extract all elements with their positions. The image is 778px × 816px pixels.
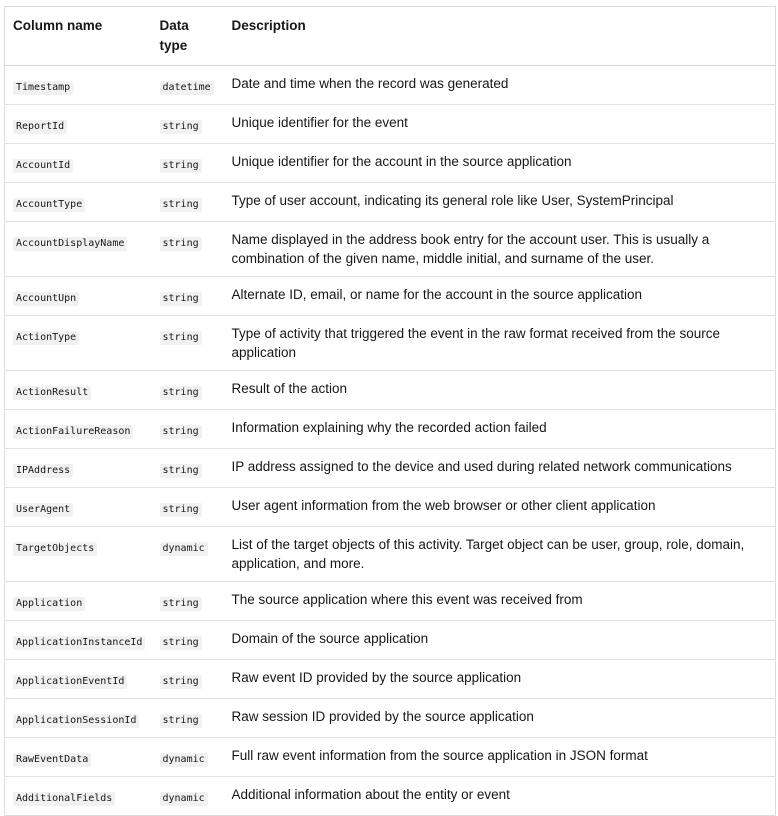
cell-description: Result of the action [224, 371, 776, 410]
cell-data-type [152, 183, 224, 222]
cell-column-name [5, 183, 152, 222]
cell-data-type [152, 105, 224, 144]
cell-column-name [5, 410, 152, 449]
data-type-code: string [160, 597, 202, 611]
cell-column-name [5, 371, 152, 410]
cell-column-name [5, 277, 152, 316]
column-name-code: ApplicationSessionId [13, 714, 139, 728]
data-type-code: string [160, 198, 202, 212]
column-name-code: ActionResult [13, 386, 91, 400]
data-type-code: string [160, 292, 202, 306]
table-row [5, 449, 776, 488]
cell-description: Date and time when the record was generated [224, 66, 776, 105]
cell-column-name [5, 222, 152, 277]
column-name-code: TargetObjects [13, 542, 97, 556]
header-data-type: Data type [152, 7, 224, 66]
cell-description: The source application where this event was received from [224, 582, 776, 621]
column-name-code: Timestamp [13, 81, 73, 95]
column-name-code: IPAddress [13, 464, 73, 478]
table-row [5, 144, 776, 183]
data-type-code: datetime [160, 81, 214, 95]
cell-data-type [152, 222, 224, 277]
data-type-code: string [160, 386, 202, 400]
data-type-code: string [160, 159, 202, 173]
cell-data-type [152, 410, 224, 449]
cell-data-type [152, 449, 224, 488]
cell-description: Name displayed in the address book entry for the account user. This is usually a combination of the given name, middle initial, and surname of the user. [224, 222, 776, 277]
cell-data-type [152, 660, 224, 699]
column-name-code: RawEventData [13, 753, 91, 767]
column-name-code: ApplicationInstanceId [13, 636, 145, 650]
table-row [5, 738, 776, 777]
cell-data-type [152, 371, 224, 410]
cell-description: List of the target objects of this activity. Target object can be user, group, role, domain, application, and more. [224, 527, 776, 582]
cell-column-name [5, 527, 152, 582]
cell-description: Type of user account, indicating its general role like User, SystemPrincipal [224, 183, 776, 222]
cell-column-name [5, 660, 152, 699]
data-type-code: string [160, 425, 202, 439]
table-row [5, 222, 776, 277]
schema-table-container [4, 6, 775, 816]
cell-description: Information explaining why the recorded action failed [224, 410, 776, 449]
cell-description: Domain of the source application [224, 621, 776, 660]
cell-column-name [5, 105, 152, 144]
cell-description: Unique identifier for the account in the source application [224, 144, 776, 183]
data-type-code: string [160, 503, 202, 517]
data-type-code: dynamic [160, 542, 208, 556]
cell-column-name [5, 316, 152, 371]
cell-data-type [152, 144, 224, 183]
cell-description: Raw event ID provided by the source application [224, 660, 776, 699]
cell-data-type [152, 66, 224, 105]
data-type-code: string [160, 636, 202, 650]
cell-data-type [152, 777, 224, 816]
cell-column-name [5, 621, 152, 660]
data-type-code: string [160, 237, 202, 251]
table-row [5, 105, 776, 144]
table-row [5, 371, 776, 410]
schema-table [4, 6, 776, 816]
data-type-code: string [160, 714, 202, 728]
column-name-code: AccountDisplayName [13, 237, 127, 251]
table-row [5, 527, 776, 582]
table-row [5, 777, 776, 816]
table-row [5, 488, 776, 527]
table-row [5, 582, 776, 621]
cell-data-type [152, 621, 224, 660]
cell-column-name [5, 449, 152, 488]
cell-description: Additional information about the entity or event [224, 777, 776, 816]
table-header-row [5, 7, 776, 66]
column-name-code: AccountType [13, 198, 85, 212]
table-row [5, 277, 776, 316]
cell-data-type [152, 738, 224, 777]
cell-description: Type of activity that triggered the event in the raw format received from the source application [224, 316, 776, 371]
table-row [5, 660, 776, 699]
data-type-code: string [160, 464, 202, 478]
table-row [5, 621, 776, 660]
cell-column-name [5, 144, 152, 183]
cell-description: IP address assigned to the device and used during related network communications [224, 449, 776, 488]
cell-data-type [152, 699, 224, 738]
table-row [5, 183, 776, 222]
cell-column-name [5, 488, 152, 527]
cell-data-type [152, 316, 224, 371]
table-row [5, 66, 776, 105]
header-description: Description [224, 7, 776, 66]
column-name-code: AccountId [13, 159, 73, 173]
column-name-code: AccountUpn [13, 292, 79, 306]
cell-column-name [5, 738, 152, 777]
table-row [5, 410, 776, 449]
table-row [5, 699, 776, 738]
data-type-code: string [160, 331, 202, 345]
column-name-code: ApplicationEventId [13, 675, 127, 689]
column-name-code: ActionFailureReason [13, 425, 133, 439]
data-type-code: dynamic [160, 792, 208, 806]
data-type-code: string [160, 675, 202, 689]
cell-data-type [152, 582, 224, 621]
cell-description: User agent information from the web browser or other client application [224, 488, 776, 527]
cell-column-name [5, 699, 152, 738]
table-row [5, 316, 776, 371]
column-name-code: AdditionalFields [13, 792, 115, 806]
header-column-name: Column name [5, 7, 152, 66]
data-type-code: string [160, 120, 202, 134]
cell-column-name [5, 582, 152, 621]
cell-description: Raw session ID provided by the source application [224, 699, 776, 738]
cell-description: Unique identifier for the event [224, 105, 776, 144]
cell-data-type [152, 488, 224, 527]
cell-data-type [152, 527, 224, 582]
data-type-code: dynamic [160, 753, 208, 767]
column-name-code: ReportId [13, 120, 67, 134]
column-name-code: Application [13, 597, 85, 611]
cell-description: Full raw event information from the source application in JSON format [224, 738, 776, 777]
cell-column-name [5, 66, 152, 105]
column-name-code: UserAgent [13, 503, 73, 517]
cell-description: Alternate ID, email, or name for the account in the source application [224, 277, 776, 316]
column-name-code: ActionType [13, 331, 79, 345]
cell-column-name [5, 777, 152, 816]
cell-data-type [152, 277, 224, 316]
